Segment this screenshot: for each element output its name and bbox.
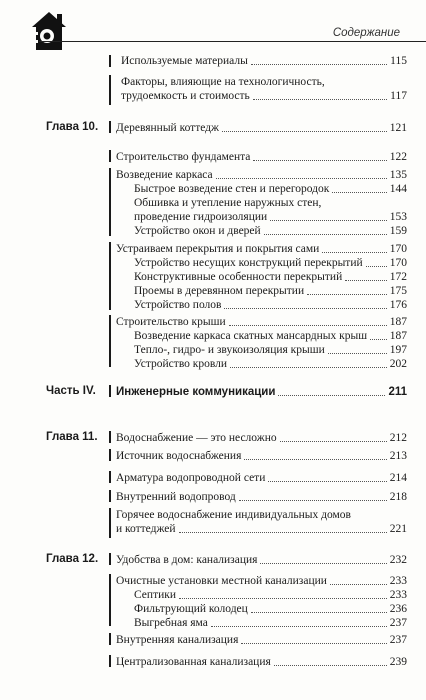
leader-dots	[330, 584, 387, 585]
toc-entry-page: 170	[389, 243, 407, 255]
group-bar	[109, 242, 111, 310]
group-bar	[109, 633, 111, 645]
leader-dots	[241, 643, 386, 644]
toc-entry-page: 197	[389, 344, 407, 356]
toc-entry[interactable]	[116, 168, 407, 182]
toc-entry[interactable]	[116, 431, 407, 445]
toc-entry-title: Арматура водопроводной сети	[116, 472, 266, 484]
toc-entry-title: Устройство полов	[134, 299, 222, 311]
toc-entry-title: Внутренняя канализация	[116, 634, 239, 646]
toc-entry-page: 115	[390, 55, 407, 67]
house-logo-icon	[30, 10, 72, 52]
running-header: Содержание	[332, 27, 400, 39]
group-bar	[109, 553, 111, 565]
leader-dots	[251, 64, 387, 65]
toc-entry-page: 175	[389, 285, 407, 297]
chapter-label: Глава 10.	[46, 121, 99, 133]
toc-entry-page: 233	[389, 589, 407, 601]
group-bar	[109, 574, 111, 626]
toc-entry[interactable]	[134, 256, 407, 270]
leader-dots	[328, 353, 387, 354]
toc-entry-title: Проемы в деревянном перекрытии	[134, 285, 305, 297]
toc-entry-title-cont: проведение гидроизоляции	[134, 211, 268, 223]
toc-entry-page: 211	[388, 386, 407, 398]
toc-entry[interactable]	[134, 357, 407, 371]
leader-dots	[307, 294, 387, 295]
toc-entry-title: Удобства в дом: канализация	[116, 554, 258, 566]
group-bar	[109, 655, 111, 667]
toc-entry-page: 212	[389, 432, 407, 444]
toc-entry[interactable]	[134, 196, 407, 224]
toc-entry-page: 122	[389, 151, 407, 163]
toc-entry-title: Возведение каркаса скатных мансардных крыш	[134, 330, 368, 342]
toc-entry-page: 135	[389, 169, 407, 181]
toc-entry-page: 236	[389, 603, 407, 615]
leader-dots	[264, 234, 387, 235]
toc-entry-page: 187	[389, 316, 407, 328]
group-bar	[109, 121, 111, 133]
chapter-label: Глава 12.	[46, 553, 99, 565]
toc-entry[interactable]	[116, 553, 407, 567]
group-bar	[109, 168, 111, 236]
toc-entry-page: 218	[389, 491, 407, 503]
toc-entry[interactable]	[116, 121, 407, 135]
group-bar	[109, 315, 111, 367]
group-bar	[109, 75, 111, 105]
toc-entry[interactable]	[134, 284, 407, 298]
leader-dots	[260, 563, 386, 564]
toc-entry-title-cont: трудоемкость и стоимость	[121, 90, 250, 102]
toc-entry[interactable]	[121, 75, 407, 103]
leader-dots	[332, 192, 386, 193]
toc-entry-page: 121	[389, 122, 407, 134]
toc-entry-page: 144	[389, 183, 407, 195]
toc-entry[interactable]	[116, 242, 407, 256]
toc-entry-title: Факторы, влияющие на технологичность,	[121, 76, 325, 88]
toc-entry-title: Используемые материалы	[121, 55, 248, 67]
toc-entry-page: 237	[389, 617, 407, 629]
toc-entry-page: 117	[390, 90, 407, 102]
toc-entry-page: 159	[389, 225, 407, 237]
toc-entry-page: 239	[389, 656, 407, 668]
toc-entry-page: 172	[389, 271, 407, 283]
header-rule	[39, 41, 426, 42]
toc-entry[interactable]	[116, 449, 407, 463]
toc-entry[interactable]	[134, 182, 407, 196]
toc-entry-title-cont: и коттеджей	[116, 523, 176, 535]
toc-entry[interactable]	[134, 588, 407, 602]
group-bar	[109, 508, 111, 538]
toc-entry-title: Инженерные коммуникации	[116, 386, 276, 398]
toc-entry-title: Устройство кровли	[134, 358, 228, 370]
toc-entry-title: Строительство фундамента	[116, 151, 251, 163]
toc-entry-page: 214	[389, 472, 407, 484]
toc-entry-page: 213	[389, 450, 407, 462]
toc-entry[interactable]	[134, 616, 407, 630]
leader-dots	[230, 367, 387, 368]
leader-dots	[322, 252, 386, 253]
toc-entry[interactable]	[134, 343, 407, 357]
leader-dots	[224, 308, 386, 309]
toc-entry-page: 221	[389, 523, 407, 535]
toc-entry[interactable]	[116, 471, 407, 485]
toc-entry-title: Устраиваем перекрытия и покрытия сами	[116, 243, 320, 255]
group-bar	[109, 385, 111, 397]
leader-dots	[179, 598, 387, 599]
toc-entry[interactable]	[116, 385, 407, 399]
toc-entry-title: Внутренний водопровод	[116, 491, 236, 503]
leader-dots	[244, 459, 386, 460]
leader-dots	[216, 178, 387, 179]
leader-dots	[270, 220, 387, 221]
toc-entry-page: 153	[389, 211, 407, 223]
toc-entry-title: Горячее водоснабжение индивидуальных домов	[116, 509, 351, 521]
leader-dots	[278, 395, 385, 396]
group-bar	[109, 490, 111, 502]
leader-dots	[280, 441, 387, 442]
toc-entry-page: 232	[389, 554, 407, 566]
toc-entry-title: Выгребная яма	[134, 617, 208, 629]
leader-dots	[370, 339, 387, 340]
leader-dots	[239, 500, 387, 501]
toc-entry-title: Строительство крыши	[116, 316, 226, 328]
group-bar	[109, 150, 111, 162]
group-bar	[109, 471, 111, 483]
toc-entry-title: Возведение каркаса	[116, 169, 213, 181]
toc-entry-page: 237	[389, 634, 407, 646]
toc-entry-page: 170	[389, 257, 407, 269]
leader-dots	[229, 325, 387, 326]
toc-entry[interactable]	[134, 270, 407, 284]
toc-entry[interactable]	[116, 315, 407, 329]
toc-entry-title: Фильтрующий колодец	[134, 603, 248, 615]
toc-entry-title: Быстрое возведение стен и перегородок	[134, 183, 330, 195]
chapter-label: Глава 11.	[46, 431, 98, 443]
toc-entry[interactable]	[116, 574, 407, 588]
toc-entry[interactable]	[134, 298, 407, 312]
leader-dots	[211, 626, 387, 627]
leader-dots	[179, 532, 387, 533]
toc-entry-title: Тепло-, гидро- и звукоизоляция крыши	[134, 344, 325, 356]
toc-entry-page: 202	[389, 358, 407, 370]
leader-dots	[251, 612, 387, 613]
toc-entry[interactable]	[134, 224, 407, 238]
toc-entry[interactable]	[116, 655, 407, 669]
toc-entry-title: Обшивка и утепление наружных стен,	[134, 197, 322, 209]
toc-entry-title: Устройство окон и дверей	[134, 225, 261, 237]
toc-entry-title: Централизованная канализация	[116, 656, 271, 668]
toc-entry-title: Устройство несущих конструкций перекрытий	[134, 257, 363, 269]
toc-entry-title: Очистные установки местной канализации	[116, 575, 327, 587]
toc-entry[interactable]	[134, 329, 407, 343]
toc-entry-title: Деревянный коттедж	[116, 122, 219, 134]
toc-entry[interactable]	[116, 490, 407, 504]
toc-entry[interactable]	[116, 150, 407, 164]
toc-entry-title: Конструктивные особенности перекрытий	[134, 271, 343, 283]
toc-entry-title: Водоснабжение — это несложно	[116, 432, 277, 444]
toc-entry[interactable]	[116, 508, 407, 536]
group-bar	[109, 431, 111, 443]
leader-dots	[253, 99, 387, 100]
part-label: Часть IV.	[46, 385, 96, 397]
toc-entry-page: 187	[389, 330, 407, 342]
leader-dots	[274, 665, 387, 666]
toc-entry-title: Септики	[134, 589, 176, 601]
toc-entry[interactable]	[116, 633, 407, 647]
toc-entry-page: 176	[389, 299, 407, 311]
toc-entry[interactable]	[121, 54, 407, 68]
toc-entry-page: 233	[389, 575, 407, 587]
leader-dots	[222, 131, 387, 132]
leader-dots	[268, 481, 386, 482]
toc-entry-title: Источник водоснабжения	[116, 450, 242, 462]
leader-dots	[345, 280, 387, 281]
leader-dots	[366, 266, 387, 267]
group-bar	[109, 449, 111, 461]
group-bar	[109, 55, 111, 67]
leader-dots	[253, 160, 386, 161]
toc-entry[interactable]	[134, 602, 407, 616]
